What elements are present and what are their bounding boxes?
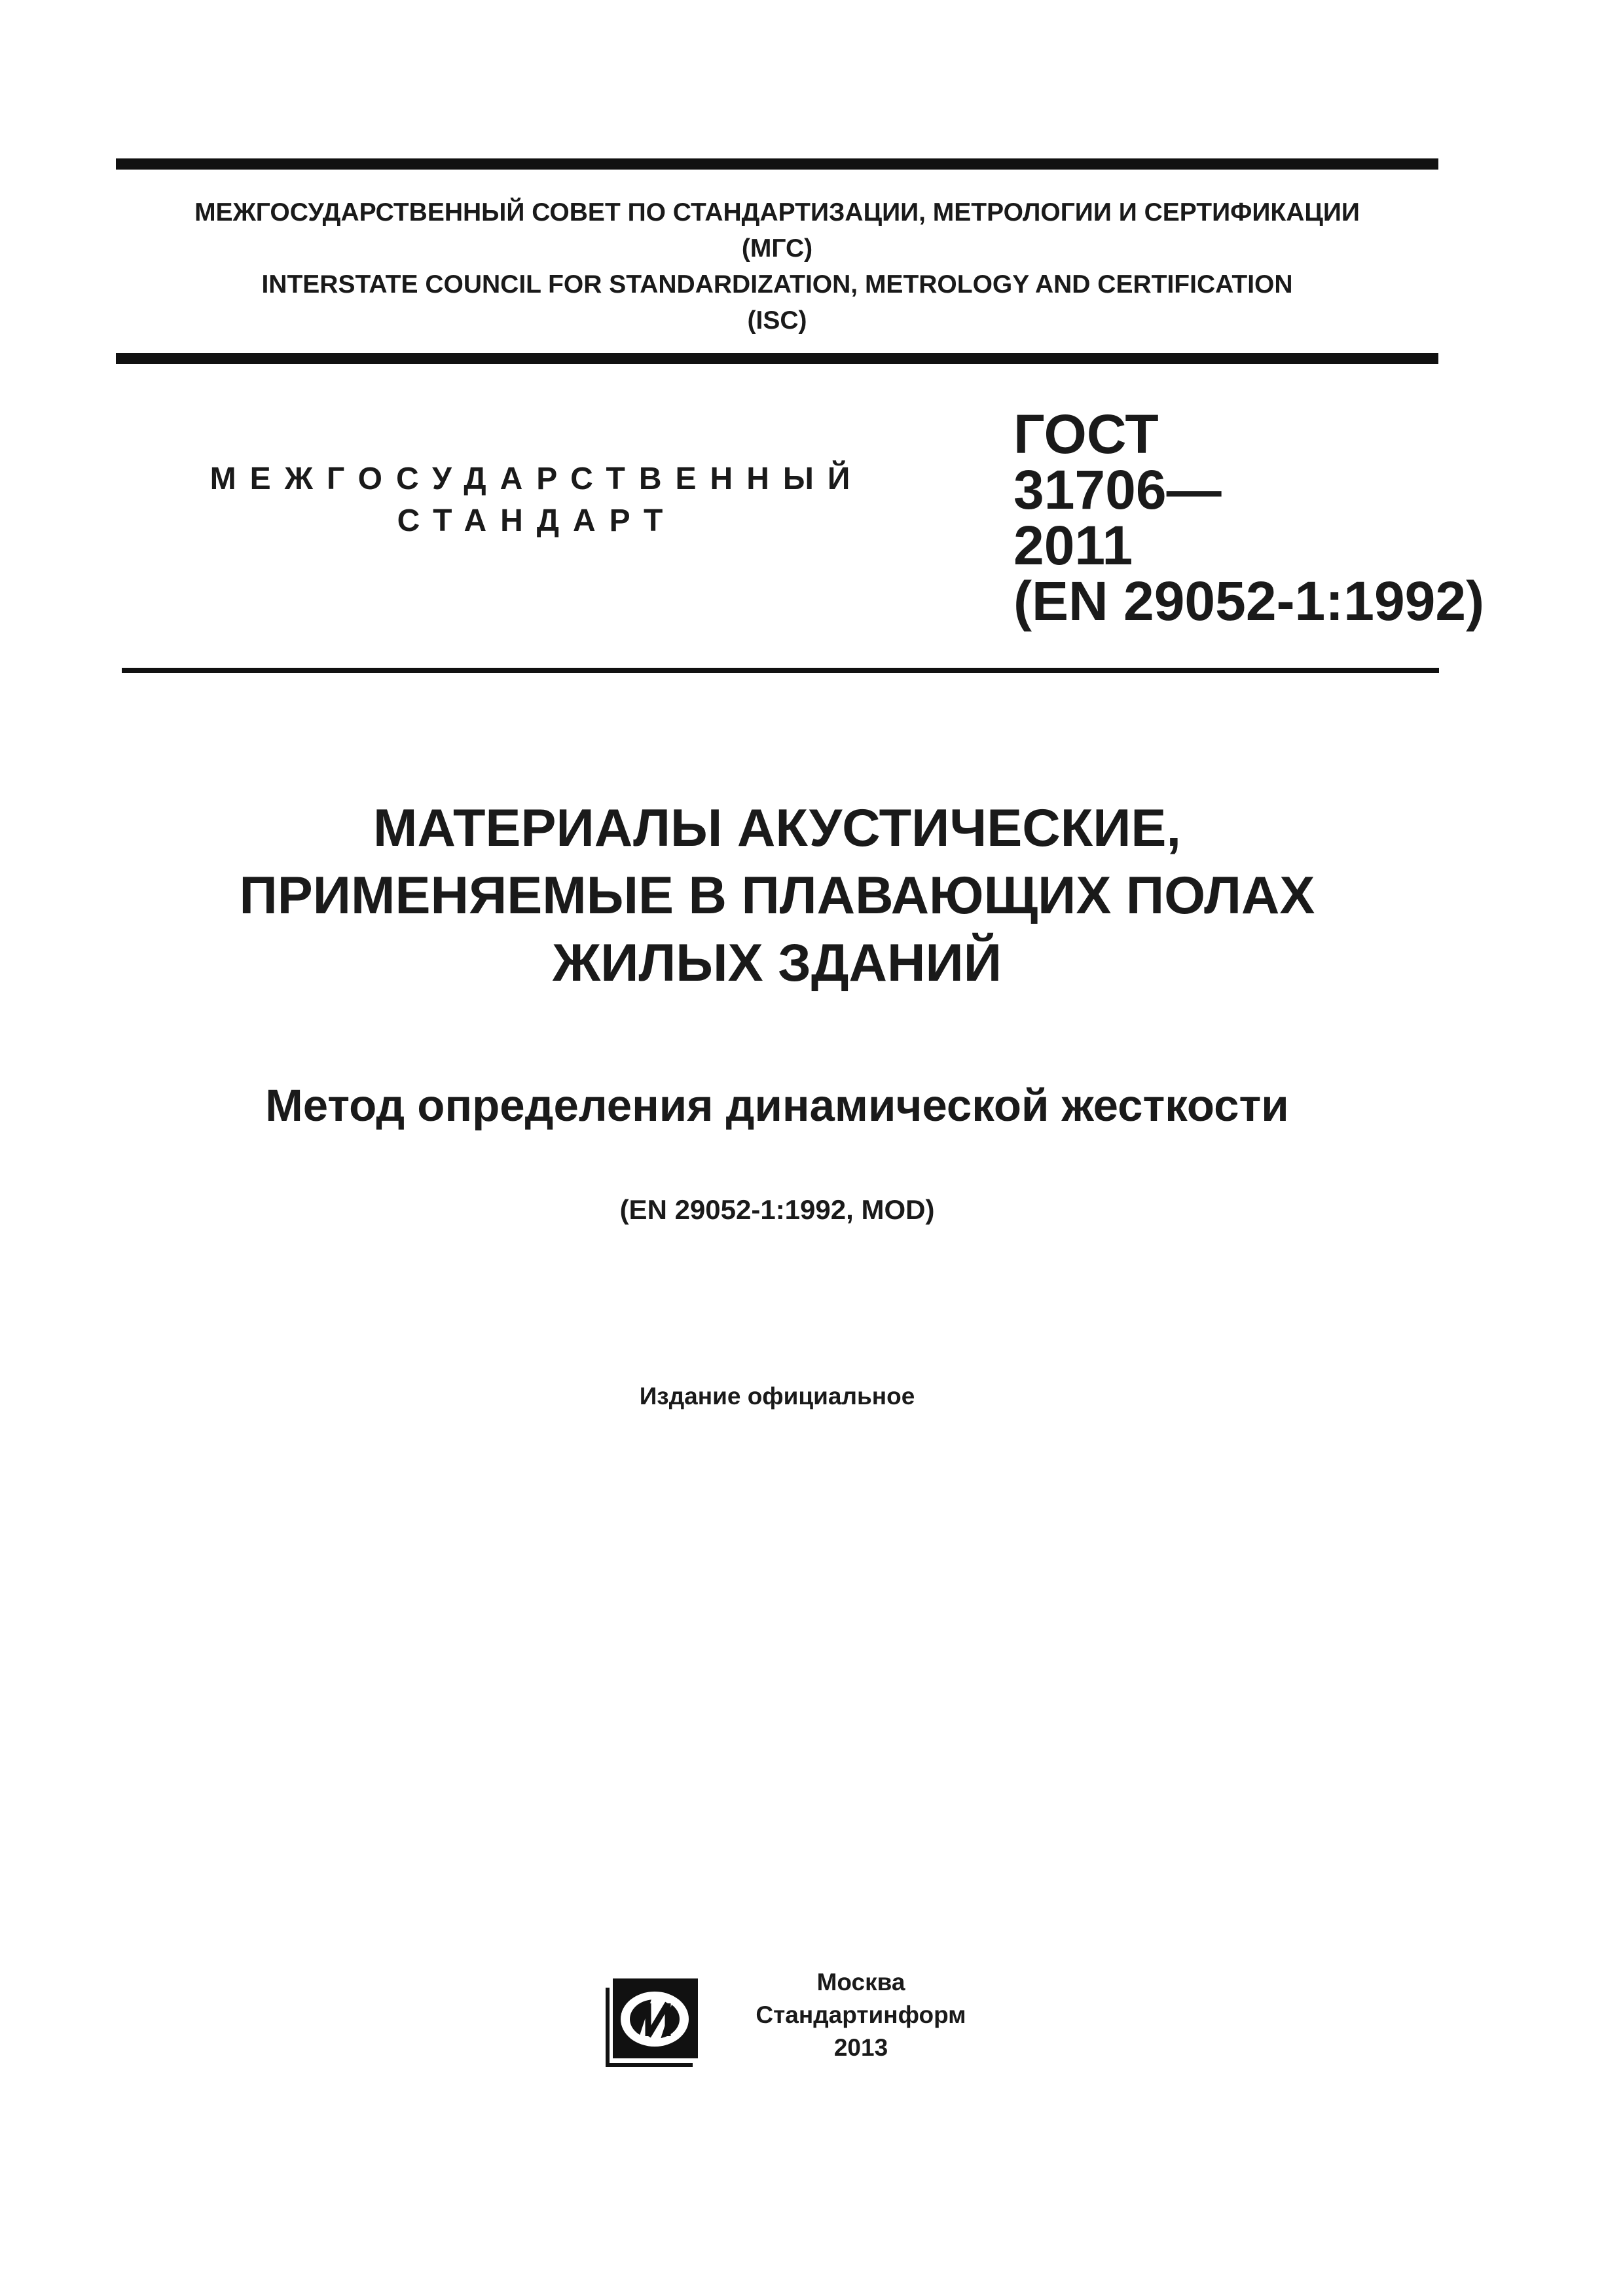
title-line1: МАТЕРИАЛЫ АКУСТИЧЕСКИЕ, <box>373 799 1181 858</box>
standard-kind-line1: МЕЖГОСУДАРСТВЕННЫЙ <box>210 462 864 496</box>
modification-reference: (EN 29052-1:1992, MOD) <box>619 1194 935 1225</box>
title-line2: ПРИМЕНЯЕМЫЕ В ПЛАВАЮЩИХ ПОЛАХ <box>239 866 1315 925</box>
standartinform-logo-icon <box>602 1976 702 2068</box>
top-divider <box>116 158 1438 170</box>
publisher-name: Стандартинформ <box>756 2001 966 2028</box>
publisher-city: Москва <box>816 1969 905 1995</box>
publication-year: 2013 <box>833 2034 888 2061</box>
document-subtitle: Метод определения динамической жесткости <box>265 1080 1289 1131</box>
gost-label: ГОСТ <box>1013 403 1159 465</box>
lower-divider <box>122 668 1439 673</box>
edition-note: Издание официальное <box>639 1383 915 1410</box>
gost-number: 31706— <box>1013 459 1222 520</box>
council-abbr-ru: (МГС) <box>741 234 813 263</box>
council-abbr-en: (ISC) <box>747 306 807 335</box>
gost-year: 2011 <box>1013 515 1133 576</box>
gost-en-reference: (EN 29052-1:1992) <box>1013 570 1485 632</box>
middle-divider <box>116 353 1438 364</box>
council-name-en: INTERSTATE COUNCIL FOR STANDARDIZATION, METROLOGY AND CERTIFICATION <box>261 270 1293 299</box>
council-name-ru: МЕЖГОСУДАРСТВЕННЫЙ СОВЕТ ПО СТАНДАРТИЗАЦИИ, МЕТРОЛОГИИ И СЕРТИФИКАЦИИ <box>194 198 1360 227</box>
title-line3: ЖИЛЫХ ЗДАНИЙ <box>553 934 1002 993</box>
standard-kind-line2: СТАНДАРТ <box>397 503 677 538</box>
